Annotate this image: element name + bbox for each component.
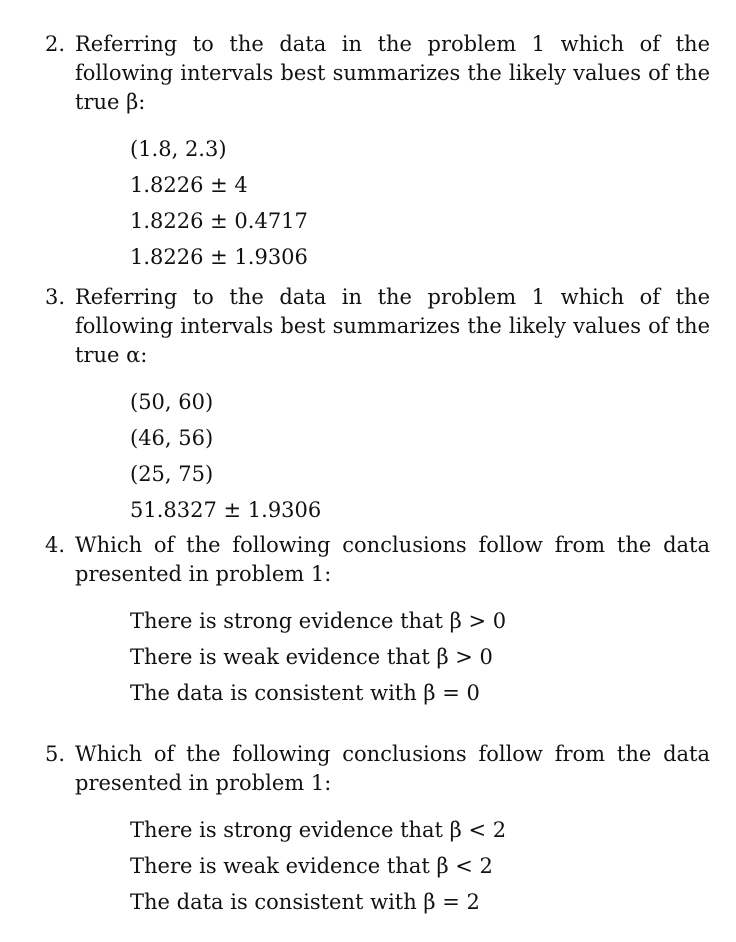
problem-4-options [130, 603, 710, 711]
problem-3-option-4: 51.8327 ± 1.9306 [130, 498, 322, 522]
problem-3-option-3: (25, 75) [130, 462, 214, 486]
problem-3-option-1: (50, 60) [130, 390, 214, 414]
problem-3 [45, 283, 710, 528]
problem-2-number: 2. [45, 32, 66, 56]
problem-5-prompt [45, 740, 710, 798]
problem-4-prompt [45, 531, 710, 589]
problem-5 [45, 740, 710, 920]
problem-2-prompt [45, 30, 710, 117]
problem-5-number: 5. [45, 742, 66, 766]
problem-2-option-4: 1.8226 ± 1.9306 [130, 245, 308, 269]
problem-2 [45, 30, 710, 275]
problem-3-number: 3. [45, 285, 66, 309]
problem-5-text: Which of the following conclusions follow from the data presented in problem 1: [75, 742, 710, 795]
problem-3-option-2: (46, 56) [130, 426, 214, 450]
problem-3-prompt [45, 283, 710, 370]
problem-3-options [130, 384, 710, 528]
problem-5-option-1: There is strong evidence that β < 2 [130, 818, 507, 842]
problem-2-option-2: 1.8226 ± 4 [130, 173, 248, 197]
problem-4-option-1: There is strong evidence that β > 0 [130, 609, 507, 633]
problem-5-options [130, 812, 710, 920]
problem-5-option-2: There is weak evidence that β < 2 [130, 854, 493, 878]
problem-3-text: Referring to the data in the problem 1 which of the following intervals best summarizes the likely values of the true α: [75, 285, 710, 367]
problem-2-option-1: (1.8, 2.3) [130, 137, 227, 161]
problem-2-options [130, 131, 710, 275]
problem-2-text: Referring to the data in the problem 1 which of the following intervals best summarizes the likely values of the true β: [75, 32, 710, 114]
problem-4-option-3: The data is consistent with β = 0 [130, 681, 480, 705]
problem-5-option-3: The data is consistent with β = 2 [130, 890, 480, 914]
problem-4-number: 4. [45, 533, 66, 557]
problem-2-option-3: 1.8226 ± 0.4717 [130, 209, 308, 233]
problem-4-option-2: There is weak evidence that β > 0 [130, 645, 493, 669]
problem-4-text: Which of the following conclusions follow from the data presented in problem 1: [75, 533, 710, 586]
problem-4 [45, 531, 710, 711]
